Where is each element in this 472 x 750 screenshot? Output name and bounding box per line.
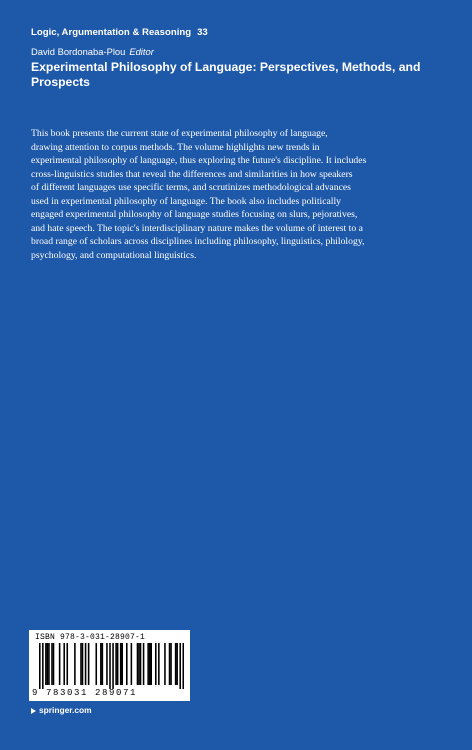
book-title xyxy=(31,60,451,90)
barcode-bar xyxy=(102,643,104,685)
barcode-bar xyxy=(164,643,166,685)
barcode-bar xyxy=(95,643,97,685)
barcode-bar xyxy=(120,643,122,685)
blurb-line: experimental philosophy of language, thus exploring the future's discipline. It includes xyxy=(31,155,367,166)
barcode-bar xyxy=(169,643,171,685)
barcode-bar xyxy=(131,643,133,685)
barcode-bar xyxy=(176,643,178,685)
blurb-line: This book presents the current state of experimental philosophy of language, xyxy=(31,128,328,139)
barcode-bar xyxy=(137,643,139,685)
barcode-bar xyxy=(66,643,68,685)
barcode-bar xyxy=(143,643,145,685)
barcode-bar xyxy=(59,643,61,685)
barcode-bar xyxy=(100,643,102,685)
barcode-digits: 9 783031 289071 xyxy=(32,688,138,698)
barcode-bar xyxy=(150,643,152,685)
barcode-bar xyxy=(121,643,123,685)
barcode-bar xyxy=(42,643,44,689)
barcode-bar xyxy=(53,643,55,685)
barcode-bars xyxy=(39,643,184,689)
publisher-link[interactable] xyxy=(31,705,92,715)
barcode-bar xyxy=(74,643,76,685)
barcode-bar xyxy=(117,643,119,685)
barcode-bar xyxy=(109,643,111,689)
blurb-line: used in experimental philosophy of language. The book also includes politically xyxy=(31,195,342,207)
barcode-bar xyxy=(63,643,65,685)
series-number: 33 xyxy=(197,27,208,38)
isbn-label: ISBN 978-3-031-28907-1 xyxy=(35,633,146,642)
publisher-url: springer.com xyxy=(39,705,92,715)
barcode-bar xyxy=(80,643,82,685)
barcode-bar xyxy=(140,643,142,685)
barcode-bar xyxy=(155,643,157,685)
barcode-bar xyxy=(179,643,181,689)
barcode-bar xyxy=(45,643,47,685)
book-description xyxy=(31,127,441,262)
blurb-line: broad range of scholars across disciplines including philosophy, linguistics, philology, xyxy=(31,236,365,247)
series-name: Logic, Argumentation & Reasoning xyxy=(31,27,192,38)
barcode-bar xyxy=(170,643,172,685)
barcode-bar xyxy=(147,643,149,685)
barcode-bar xyxy=(112,643,114,689)
title-line: Experimental Philosophy of Language: Perspectives, Methods, and xyxy=(31,60,421,74)
barcode-bar xyxy=(106,643,108,685)
barcode-bar xyxy=(88,643,90,685)
barcode-bar xyxy=(175,643,177,685)
editor-name: David Bordonaba-Plou xyxy=(31,46,126,57)
barcode-bar xyxy=(85,643,87,685)
barcode-bar xyxy=(138,643,140,685)
barcode-bar xyxy=(48,643,50,685)
blurb-line: of different languages use specific terms, and scrutinizes methodological advances xyxy=(31,182,351,193)
series-line xyxy=(31,27,208,38)
barcode-bar xyxy=(126,643,128,685)
barcode-bar xyxy=(39,643,41,689)
barcode-bar xyxy=(115,643,117,685)
editor-role: Editor xyxy=(129,46,154,57)
barcode-bar xyxy=(82,643,84,685)
isbn-barcode xyxy=(29,630,190,701)
barcode-bar xyxy=(158,643,160,685)
barcode-bar xyxy=(149,643,151,685)
title-line: Prospects xyxy=(31,75,90,89)
triangle-right-icon xyxy=(31,708,36,714)
blurb-line: and hate speech. The topic's interdisciplinary nature makes the volume of interest to a xyxy=(31,222,363,234)
blurb-line: psychology, and computational linguistics. xyxy=(31,249,197,261)
barcode-bar xyxy=(47,643,49,685)
blurb-line: cross-linguistics studies that reveal the differences and similarities in how speakers xyxy=(31,168,353,180)
blurb-line: drawing attention to corpus methods. The volume highlights new trends in xyxy=(31,141,320,153)
barcode-bar xyxy=(182,643,184,689)
barcode-bar xyxy=(51,643,53,685)
editor-line xyxy=(31,46,154,57)
blurb-line: engaged experimental philosophy of language studies focusing on slurs, pejoratives, xyxy=(31,209,358,220)
